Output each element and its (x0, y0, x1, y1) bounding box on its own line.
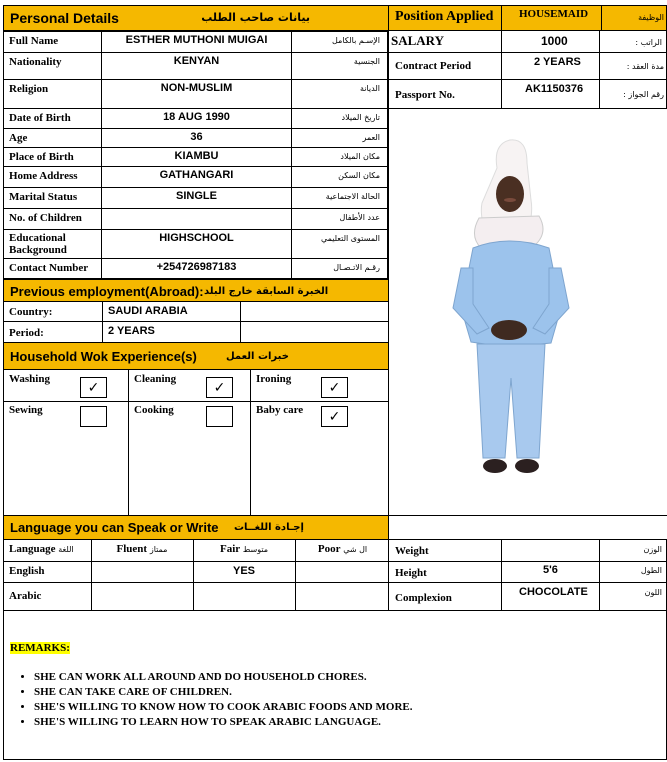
experience-label: Baby care (256, 404, 304, 416)
personal-details-header (3, 5, 389, 31)
salary-value: 1000 (541, 34, 568, 48)
physical-table (388, 539, 667, 611)
experience-title: Household Wok Experience(s) (10, 349, 197, 364)
complexion-value: CHOCOLATE (519, 586, 588, 598)
language-header-en: Poor (317, 543, 341, 555)
personal-row-label: Contact Number (4, 259, 102, 278)
language-header-en: Fluent (116, 543, 148, 555)
position-applied-header (388, 5, 667, 31)
previous-country-value: SAUDI ARABIA (108, 305, 188, 317)
passport-label: Passport No. (395, 89, 455, 101)
language-level-fair: YES (232, 565, 255, 577)
personal-row-label: Date of Birth (4, 109, 102, 128)
language-header-en: Fair (219, 543, 241, 555)
personal-row-value: ESTHER MUTHONI MUIGAI (102, 32, 292, 52)
previous-period-label: Period: (9, 327, 44, 339)
personal-row-label: Educational Background (4, 230, 102, 258)
remarks-title: REMARKS: (10, 642, 70, 654)
experience-checkbox[interactable] (80, 406, 107, 427)
personal-row-label: Home Address (4, 167, 102, 187)
language-header-ar: ال شي (343, 545, 368, 554)
language-header-cell (193, 543, 295, 555)
language-name: English (9, 565, 45, 577)
personal-row-value: +254726987183 (102, 259, 292, 278)
language-header-ar: متوسط (242, 545, 269, 554)
previous-period-value: 2 YEARS (108, 325, 155, 337)
personal-row-label-ar: مكان الميلاد (340, 152, 380, 161)
language-header-cell (4, 543, 91, 555)
language-header-blank (388, 515, 667, 540)
personal-details-title: Personal Details (10, 10, 119, 26)
experience-checkbox[interactable] (206, 406, 233, 427)
personal-row-label-ar: الجنسية (353, 57, 380, 66)
remark-item: • SHE CAN TAKE CARE OF CHILDREN. (34, 686, 667, 698)
experience-label: Washing (9, 373, 50, 385)
previous-employment-header (3, 279, 389, 302)
personal-row-label-ar: المستوى التعليمي (320, 234, 380, 243)
remarks-list (12, 671, 667, 731)
height-label: Height (395, 567, 427, 579)
personal-row-label-ar: مكان السكن (338, 171, 380, 180)
contract-period-label: Contract Period (395, 60, 472, 72)
personal-row-label-ar: الحالة الاجتماعية (325, 192, 380, 201)
experience-header (3, 342, 389, 370)
experience-checkbox[interactable]: ✓ (206, 377, 233, 398)
personal-row-label-ar: العمر (362, 133, 380, 142)
language-title-ar: إجـادة اللغــات (234, 522, 304, 533)
personal-row-label-ar: عدد الأطفال (339, 213, 380, 222)
personal-row-label: Religion (4, 80, 102, 108)
personal-row (3, 31, 388, 53)
position-applied-label: Position Applied (395, 9, 494, 24)
passport-ar: رقم الجواز : (623, 90, 664, 99)
personal-row (3, 147, 388, 167)
personal-row (3, 79, 388, 109)
personal-row-value: GATHANGARI (102, 167, 292, 187)
experience-checkbox[interactable]: ✓ (321, 406, 348, 427)
salary-ar: الراتب : (635, 38, 662, 47)
personal-row-value: KIAMBU (102, 148, 292, 166)
position-applied-value: HOUSEMAID (519, 8, 589, 20)
experience-checkbox[interactable]: ✓ (80, 377, 107, 398)
complexion-label: Complexion (395, 592, 452, 604)
personal-row-label: Marital Status (4, 188, 102, 208)
experience-checkbox[interactable]: ✓ (321, 377, 348, 398)
language-header-ar: اللغة (58, 545, 74, 554)
remark-item: • SHE CAN WORK ALL AROUND AND DO HOUSEHOLD CHORES. (34, 671, 667, 683)
personal-row (3, 208, 388, 230)
personal-details-title-ar: بيانات صاحب الطلب (201, 11, 310, 24)
experience-grid (3, 369, 389, 516)
language-name: Arabic (9, 590, 42, 602)
previous-country-label: Country: (9, 306, 53, 318)
passport-value: AK1150376 (525, 83, 584, 95)
previous-employment-title: Previous employment(Abroad): (10, 284, 204, 299)
personal-row (3, 108, 388, 129)
personal-row-label-ar: الديانة (359, 84, 380, 93)
height-value: 5'6 (543, 564, 558, 576)
weight-label: Weight (395, 545, 429, 557)
personal-row-label-ar: رقـم الاتـصـال (333, 263, 380, 272)
weight-ar: الوزن (643, 545, 662, 554)
experience-label: Cooking (134, 404, 174, 416)
personal-row (3, 128, 388, 148)
personal-row-label-ar: الإسـم بالكامل (332, 36, 380, 45)
experience-label: Cleaning (134, 373, 177, 385)
personal-row-label: Full Name (4, 32, 102, 52)
experience-title-ar: خبرات العمل (226, 351, 289, 362)
experience-label: Sewing (9, 404, 43, 416)
salary-row (388, 30, 667, 53)
personal-row (3, 166, 388, 188)
personal-row (3, 258, 388, 279)
passport-row (388, 79, 667, 109)
personal-row-label-ar: تاريخ الميلاد (341, 113, 380, 122)
personal-row-label: Place of Birth (4, 148, 102, 166)
previous-country-row (3, 301, 389, 322)
applicant-photo (389, 108, 667, 516)
personal-row (3, 187, 388, 209)
personal-row-value (102, 209, 292, 229)
language-header-cell (91, 543, 193, 555)
previous-period-row (3, 321, 389, 343)
position-applied-ar: الوظيفة (638, 13, 664, 22)
personal-row-label: Nationality (4, 53, 102, 79)
salary-label: SALARY (391, 33, 444, 48)
personal-row-label: Age (4, 129, 102, 147)
language-header-ar: ممتاز (149, 545, 168, 554)
photo-frame (388, 108, 667, 516)
experience-label: Ironing (256, 373, 292, 385)
personal-row-value: SINGLE (102, 188, 292, 208)
contract-period-row (388, 52, 667, 80)
language-table (3, 539, 389, 611)
personal-row-value: 18 AUG 1990 (102, 109, 292, 128)
language-title: Language you can Speak or Write (10, 520, 219, 535)
language-header-cell (295, 543, 390, 555)
language-header-en: Language (9, 543, 56, 555)
personal-row-value: KENYAN (102, 53, 292, 79)
remark-item: • SHE'S WILLING TO KNOW HOW TO COOK ARABIC FOODS AND MORE. (34, 701, 667, 713)
personal-row-label: No. of Children (4, 209, 102, 229)
remarks-box (3, 610, 667, 760)
personal-row-value: NON-MUSLIM (102, 80, 292, 108)
height-ar: الطول (640, 566, 662, 575)
complexion-ar: اللون (644, 588, 662, 597)
contract-period-ar: مدة العقد : (626, 62, 664, 71)
remark-item: • SHE'S WILLING TO LEARN HOW TO SPEAK ARABIC LANGUAGE. (34, 716, 667, 728)
personal-row-value: HIGHSCHOOL (102, 230, 292, 258)
personal-row-value: 36 (102, 129, 292, 147)
personal-row (3, 52, 388, 80)
personal-row (3, 229, 388, 259)
previous-employment-title-ar: الخبرة السابقة خارج البلد (204, 286, 329, 297)
contract-period-value: 2 YEARS (534, 56, 581, 68)
language-header (3, 515, 389, 540)
